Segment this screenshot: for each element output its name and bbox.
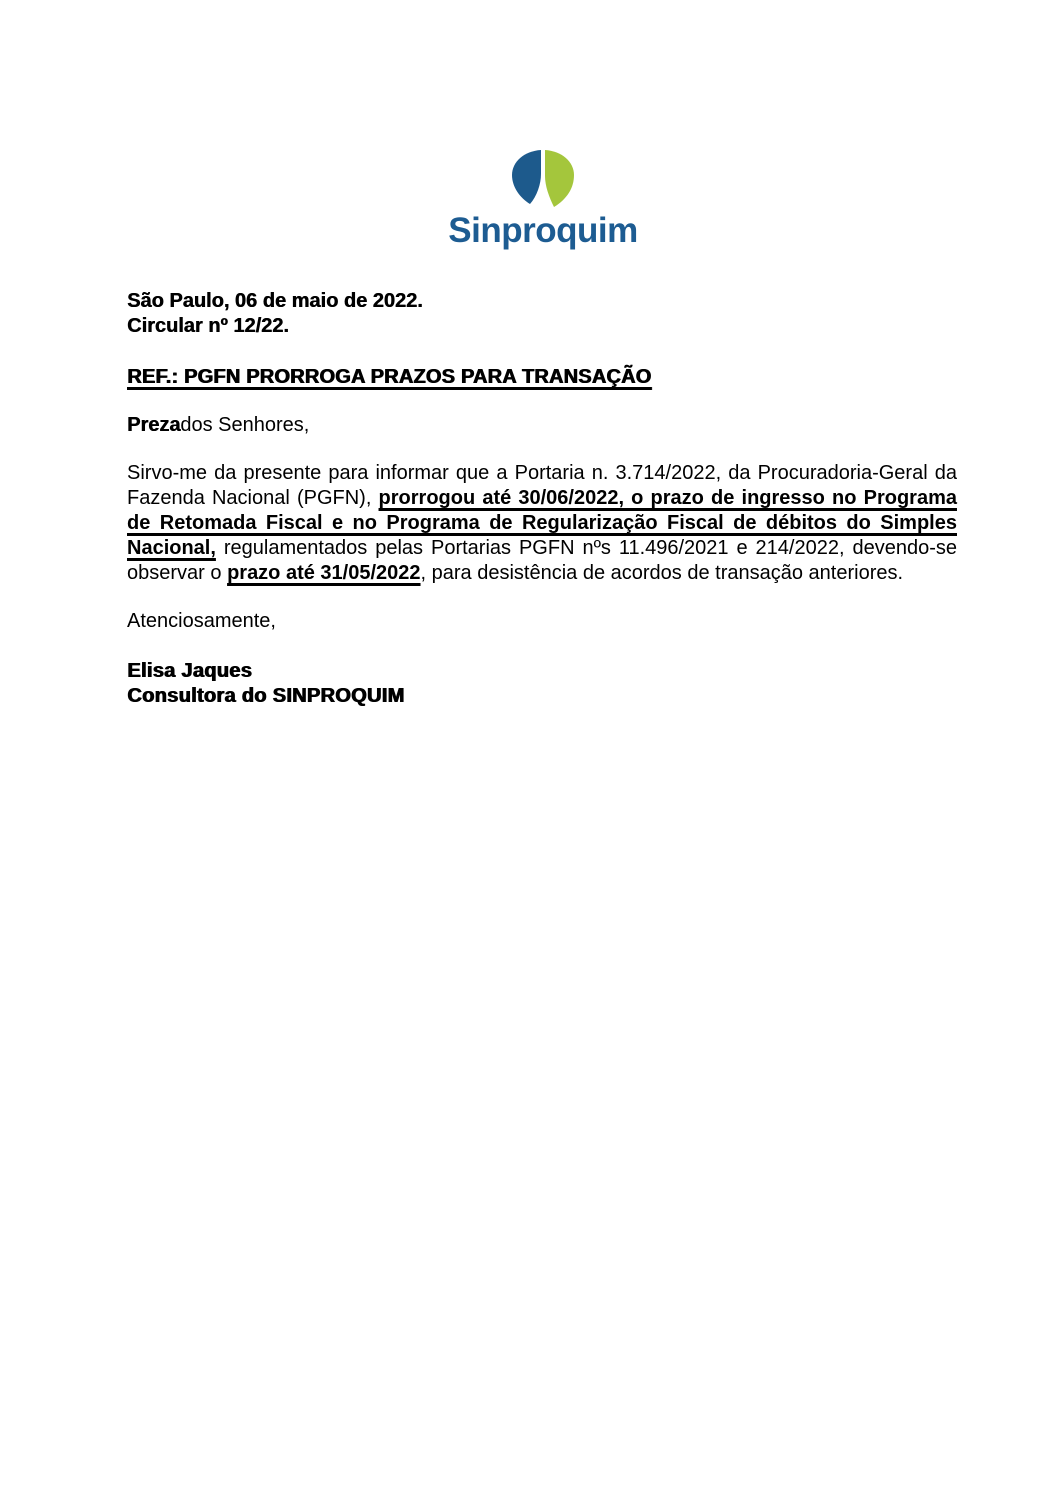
- greeting: [127, 413, 957, 438]
- letter-content: [127, 0, 957, 709]
- circular-number-line: Circular nº 12/22.: [127, 315, 289, 337]
- paragraph-segment: , para desistência de acordos de transação anteriores.: [420, 562, 904, 584]
- paragraph-segment-bold-underline: prazo até 31/05/2022: [227, 562, 421, 584]
- subject-heading: [127, 365, 957, 390]
- greeting-regular-part: dos Senhores,: [180, 414, 310, 436]
- date-line: São Paulo, 06 de maio de 2022.: [127, 290, 423, 312]
- signature-name: Elisa Jaques: [127, 660, 252, 682]
- paragraph-segment-bold-underline: prorrogou até 30/06/2022, o prazo de ingresso no Programa de Retomada Fiscal e no Programa de Regularização Fiscal de débitos do Simples Nacional,: [127, 487, 957, 559]
- closing: Atenciosamente,: [127, 610, 276, 632]
- top-spacer: [127, 0, 957, 289]
- signature-title: Consultora do SINPROQUIM: [127, 685, 405, 707]
- paragraph-segment: Sirvo-me da presente para informar que a Portaria n. 3.714/2022, da Procuradoria-Geral da Fazenda Nacional (PGFN),: [127, 462, 957, 509]
- brand-wordmark: Sinproquim: [448, 211, 638, 250]
- paragraph-segment: regulamentados pelas Portarias PGFN nºs 11.496/2021 e 214/2022, devendo-se observar o: [127, 537, 957, 584]
- subject-heading-text: REF.: PGFN PRORROGA PRAZOS PARA TRANSAÇÃO: [127, 366, 652, 388]
- greeting-bold-part: Preza: [127, 414, 181, 436]
- body-paragraph: [127, 461, 957, 586]
